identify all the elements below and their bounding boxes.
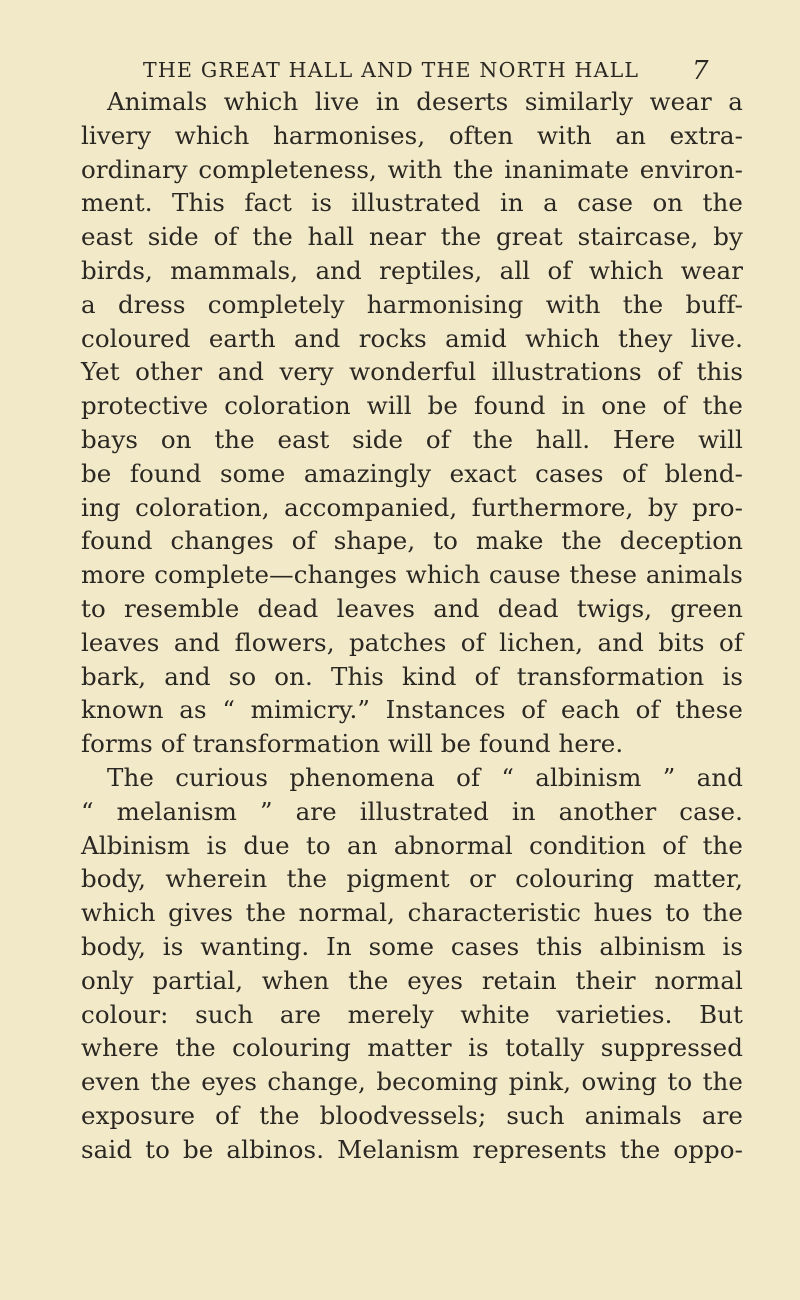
text-line: birds, mammals, and reptiles, all of which wear bbox=[81, 255, 743, 285]
text-line: Animals which live in deserts similarly wear a bbox=[107, 87, 743, 116]
text-line: colour: such are merely white varieties. But bbox=[81, 999, 743, 1029]
text-line: coloured earth and rocks amid which they live. bbox=[81, 323, 743, 353]
page-number: 7 bbox=[692, 56, 709, 86]
text-line: “ melanism ” are illustrated in another case. bbox=[81, 796, 743, 826]
text-line: body, wherein the pigment or colouring matter, bbox=[81, 864, 743, 894]
text-line: found changes of shape, to make the deception bbox=[81, 526, 743, 556]
text-line: be found some amazingly exact cases of blend- bbox=[81, 458, 743, 488]
text-line: known as “ mimicry.” Instances of each of these bbox=[81, 695, 743, 725]
text-line: ing coloration, accompanied, furthermore, by pro- bbox=[81, 492, 743, 522]
text-line: ment. This fact is illustrated in a case on the bbox=[81, 188, 743, 218]
text-line: ordinary completeness, with the inanimate environ- bbox=[81, 154, 743, 184]
text-line: livery which harmonises, often with an extra- bbox=[81, 120, 743, 150]
text-line: which gives the normal, characteristic hues to the bbox=[81, 898, 743, 928]
text-line: a dress completely harmonising with the buff- bbox=[81, 289, 743, 319]
text-line: where the colouring matter is totally suppressed bbox=[81, 1033, 743, 1063]
text-line: to resemble dead leaves and dead twigs, green bbox=[81, 593, 743, 623]
body-text bbox=[81, 85, 743, 1167]
text-line: more complete—changes which cause these animals bbox=[81, 560, 743, 590]
text-line: east side of the hall near the great staircase, by bbox=[81, 222, 743, 252]
text-line: Yet other and very wonderful illustrations of this bbox=[81, 357, 743, 387]
text-line: protective coloration will be found in one of the bbox=[81, 391, 743, 421]
text-line: only partial, when the eyes retain their normal bbox=[81, 965, 743, 995]
running-title: THE GREAT HALL AND THE NORTH HALL bbox=[143, 58, 640, 82]
text-line: Albinism is due to an abnormal condition of the bbox=[81, 830, 743, 860]
text-line: bark, and so on. This kind of transformation is bbox=[81, 661, 743, 691]
text-line: The curious phenomena of “ albinism ” and bbox=[107, 762, 743, 792]
text-line: exposure of the bloodvessels; such animals are bbox=[81, 1100, 743, 1130]
text-line: leaves and flowers, patches of lichen, and bits of bbox=[81, 627, 743, 657]
text-line: said to be albinos. Melanism represents the oppo- bbox=[81, 1134, 743, 1164]
text-line: even the eyes change, becoming pink, owing to the bbox=[81, 1067, 743, 1097]
text-line: bays on the east side of the hall. Here will bbox=[81, 424, 743, 454]
text-line: body, is wanting. In some cases this albinism is bbox=[81, 931, 743, 961]
text-line: forms of transformation will be found here. bbox=[81, 729, 624, 759]
